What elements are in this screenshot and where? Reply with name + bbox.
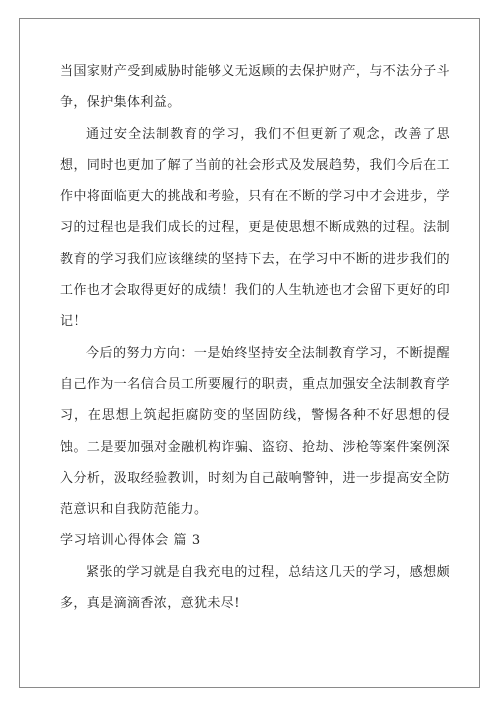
paragraph-future-direction: 今后的努力方向：一是始终坚持安全法制教育学习，不断提醒自己作为一名信合员工所要履行的职责，重点加强安全法制教育学习，在思想上筑起拒腐防变的坚固防线，警惕各种不好思想的侵蚀。二是要加强对金融机构诈骗、盗窃、抢劫、涉枪等案件案例深入分析，汲取经验教训，时刻为自己敲响警钟，进一步提高安全防范意识和自我防范能力。 [60,345,450,518]
paragraph-continuation: 当国家财产受到威胁时能够义无返顾的去保护财产，与不法分子斗争，保护集体利益。 [60,64,450,111]
paragraph-closing: 紧张的学习就是自我充电的过程，总结这几天的学习，感想颇多，真是滴滴香浓，意犹未尽! [60,564,450,612]
document-body [60,56,450,619]
section-heading: 学习培训心得体会 篇 3 [60,533,201,549]
paragraph-safety-education: 通过安全法制教育的学习，我们不但更新了观念，改善了思想，同时也更加了解了当前的社会形式及发展趋势，我们今后在工作中将面临更大的挑战和考验，只有在不断的学习中才会进步，学习的过程也是我们成长的过程，更是使思想不断成熟的过程。法制教育的学习我们应该继续的坚持下去，在学习中不断的进步我们的工作也才会取得更好的成绩！我们的人生轨迹也才会留下更好的印记！ [60,126,450,330]
